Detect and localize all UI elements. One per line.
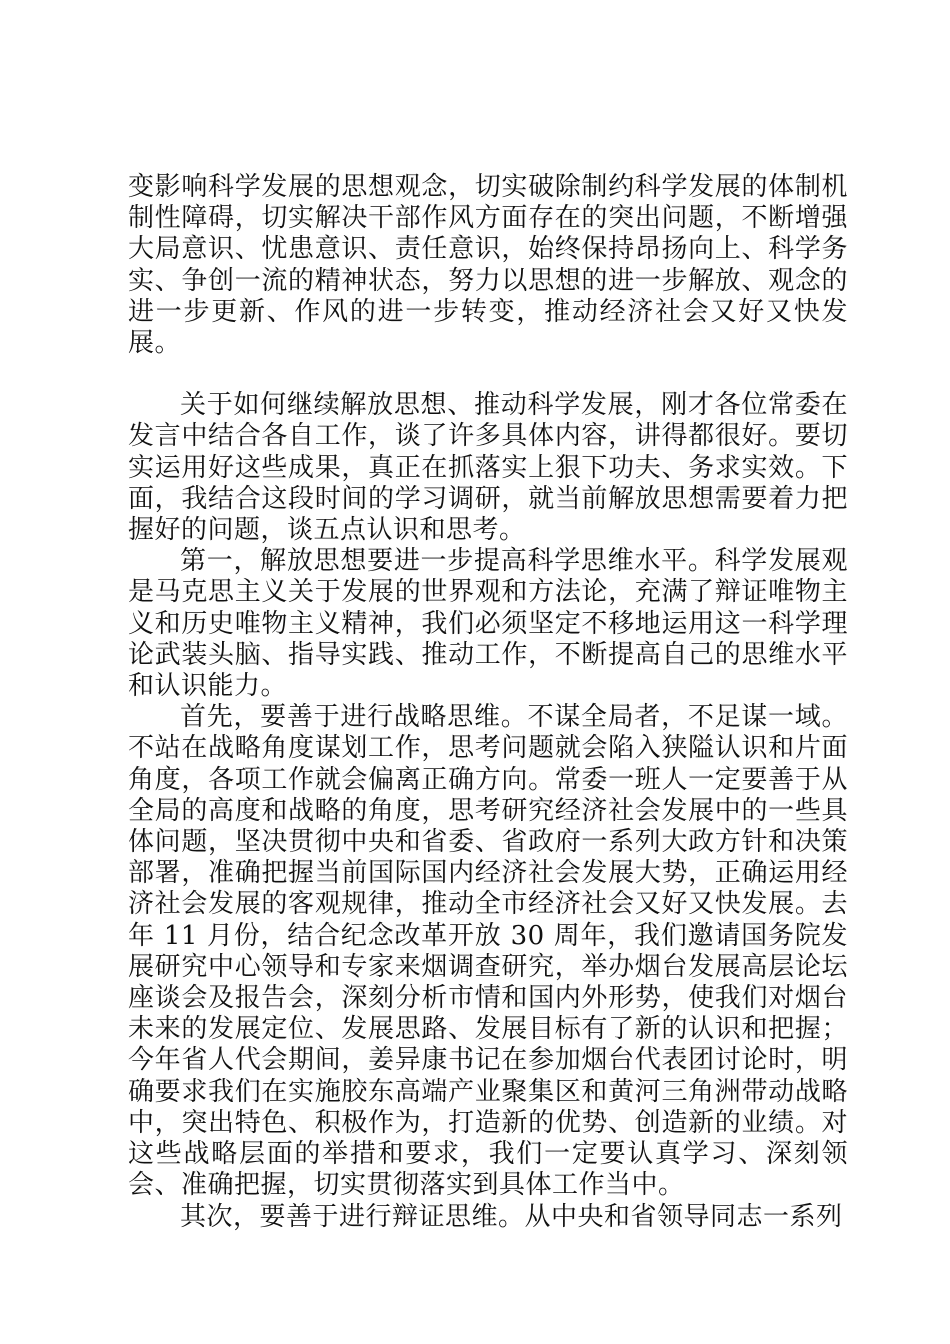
paragraph-strategic-thinking: 首先，要善于进行战略思维。不谋全局者，不足谋一域。不站在战略角度谋划工作，思考问题就会陷入狭隘认识和片面角度，各项工作就会偏离正确方向。常委一班人一定要善于从全局的高度和战略的角度，思考研究经济社会发展中的一些具体问题，坚决贯彻中央和省委、省政府一系列大政方针和决策部署，准确把握当前国际国内经济社会发展大势，正确运用经济社会发展的客观规律，推动全市经济社会又好又快发展。去年 11 月份，结合纪念改革开放 30 周年，我们邀请国务院发展研究中心领导和专家来烟调查研究，举办烟台发展高层论坛座谈会及报告会，深刻分析市情和国内外形势，使我们对烟台未来的发展定位、发展思路、发展目标有了新的认识和把握；今年省人代会期间，姜异康书记在参加烟台代表团讨论时，明确要求我们在实施胶东高端产业聚集区和黄河三角洲带动战略中，突出特色、积极作为，打造新的优势、创造新的业绩。对这些战略层面的举措和要求，我们一定要认真学习、深刻领会、准确把握，切实贯彻落实到具体工作当中。 bbox=[128, 702, 848, 1201]
paragraph-continuation: 变影响科学发展的思想观念，切实破除制约科学发展的体制机制性障碍，切实解决干部作风方面存在的突出问题，不断增强大局意识、忧患意识、责任意识，始终保持昂扬向上、科学务实、争创一流的精神状态，努力以思想的进一步解放、观念的进一步更新、作风的进一步转变，推动经济社会又好又快发展。 bbox=[128, 172, 848, 359]
paragraph-point-one: 第一，解放思想要进一步提高科学思维水平。科学发展观是马克思主义关于发展的世界观和方法论，充满了辩证唯物主义和历史唯物主义精神，我们必须坚定不移地运用这一科学理论武装头脑、指导实践、推动工作，不断提高自己的思维水平和认识能力。 bbox=[128, 546, 848, 702]
paragraph-dialectical-thinking: 其次，要善于进行辩证思维。从中央和省领导同志一系列 bbox=[180, 1201, 843, 1232]
paragraph-intro: 关于如何继续解放思想、推动科学发展，刚才各位常委在发言中结合各自工作，谈了许多具体内容，讲得都很好。要切实运用好这些成果，真正在抓落实上狠下功夫、务求实效。下面，我结合这段时间的学习调研，就当前解放思想需要着力把握好的问题，谈五点认识和思考。 bbox=[128, 390, 848, 546]
document-body bbox=[128, 172, 848, 1233]
